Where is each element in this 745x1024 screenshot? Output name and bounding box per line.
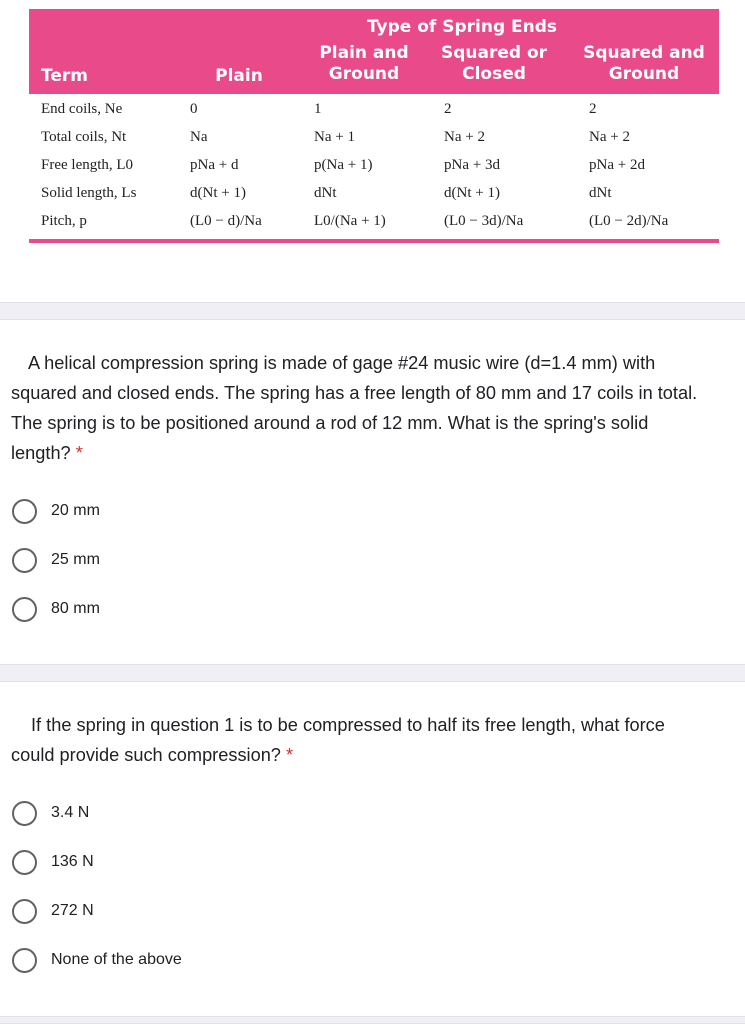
spring-ends-table-card	[0, 0, 745, 302]
question-2-text: If the spring in question 1 is to be compressed to half its free length, what force could provide such compression? *	[11, 715, 665, 765]
table-row	[29, 185, 719, 213]
table-cell: Pitch, p	[41, 213, 87, 229]
table-body	[29, 94, 719, 242]
table-group-title: Type of Spring Ends	[366, 17, 558, 37]
radio-button[interactable]	[12, 948, 37, 973]
table-cell: (L0 − 3d)/Na	[444, 213, 524, 229]
table-cell: d(Nt + 1)	[190, 185, 246, 201]
option-label[interactable]: 20 mm	[51, 502, 100, 519]
table-cell: 0	[190, 101, 198, 117]
question-1-text: A helical compression spring is made of gage #24 music wire (d=1.4 mm) with squared and closed ends. The spring has a free length of 80 mm and 17 coils in total. The spring is to be positioned around a rod of 12 mm. What is the spring's solid length? *	[11, 353, 698, 463]
table-cell: p(Na + 1)	[314, 157, 373, 173]
card-divider	[0, 302, 745, 320]
option-label[interactable]: 80 mm	[51, 600, 100, 617]
table-cell: Total coils, Nt	[41, 129, 127, 145]
option-136n[interactable]	[12, 849, 94, 875]
table-cell: pNa + 2d	[589, 157, 645, 173]
table-cell: pNa + 3d	[444, 157, 500, 173]
table-cell: Na + 1	[314, 129, 355, 145]
card-divider	[0, 1016, 745, 1024]
table-cell: 2	[589, 101, 597, 117]
table-cell: Free length, L0	[41, 157, 134, 173]
radio-button[interactable]	[12, 597, 37, 622]
table-row	[29, 101, 719, 129]
table-cell: Na + 2	[444, 129, 485, 145]
radio-button[interactable]	[12, 801, 37, 826]
table-cell: L0/(Na + 1)	[314, 213, 386, 229]
required-marker: *	[75, 443, 83, 463]
table-cell: Na + 2	[589, 129, 630, 145]
question-card-1	[0, 320, 745, 664]
table-cell: dNt	[589, 185, 612, 201]
table-cell: d(Nt + 1)	[444, 185, 500, 201]
table-cell: pNa + d	[190, 157, 239, 173]
table-header	[29, 9, 719, 94]
table-cell: 2	[444, 101, 452, 117]
option-label[interactable]: 3.4 N	[51, 804, 90, 821]
table-cell: (L0 − d)/Na	[190, 213, 262, 229]
radio-button[interactable]	[12, 499, 37, 524]
question-card-2	[0, 682, 745, 1016]
option-label[interactable]: 25 mm	[51, 551, 100, 568]
table-cell: dNt	[314, 185, 337, 201]
table-row	[29, 129, 719, 157]
radio-button[interactable]	[12, 850, 37, 875]
option-80mm[interactable]	[12, 596, 100, 622]
option-label[interactable]: 272 N	[51, 902, 94, 919]
radio-button[interactable]	[12, 548, 37, 573]
header-squared-or-closed: Squared or Closed	[440, 43, 548, 84]
table-cell: 1	[314, 101, 322, 117]
option-none-of-the-above[interactable]	[12, 947, 182, 973]
header-plain-and-ground: Plain and Ground	[319, 43, 409, 84]
header-term: Term	[41, 66, 88, 86]
table-cell: Solid length, Ls	[41, 185, 137, 201]
table-cell: End coils, Ne	[41, 101, 123, 117]
table-bottom-rule	[29, 239, 719, 243]
header-plain: Plain	[215, 66, 263, 86]
option-label[interactable]: None of the above	[51, 951, 182, 968]
table-row	[29, 157, 719, 185]
radio-button[interactable]	[12, 899, 37, 924]
option-20mm[interactable]	[12, 498, 100, 524]
option-3-4n[interactable]	[12, 800, 89, 826]
table-row	[29, 213, 719, 241]
card-divider	[0, 664, 745, 682]
option-272n[interactable]	[12, 898, 94, 924]
required-marker: *	[286, 745, 294, 765]
spring-ends-table	[29, 9, 719, 242]
option-25mm[interactable]	[12, 547, 100, 573]
option-label[interactable]: 136 N	[51, 853, 94, 870]
header-squared-and-ground: Squared and Ground	[583, 43, 705, 84]
table-cell: Na	[190, 129, 208, 145]
table-cell: (L0 − 2d)/Na	[589, 213, 669, 229]
